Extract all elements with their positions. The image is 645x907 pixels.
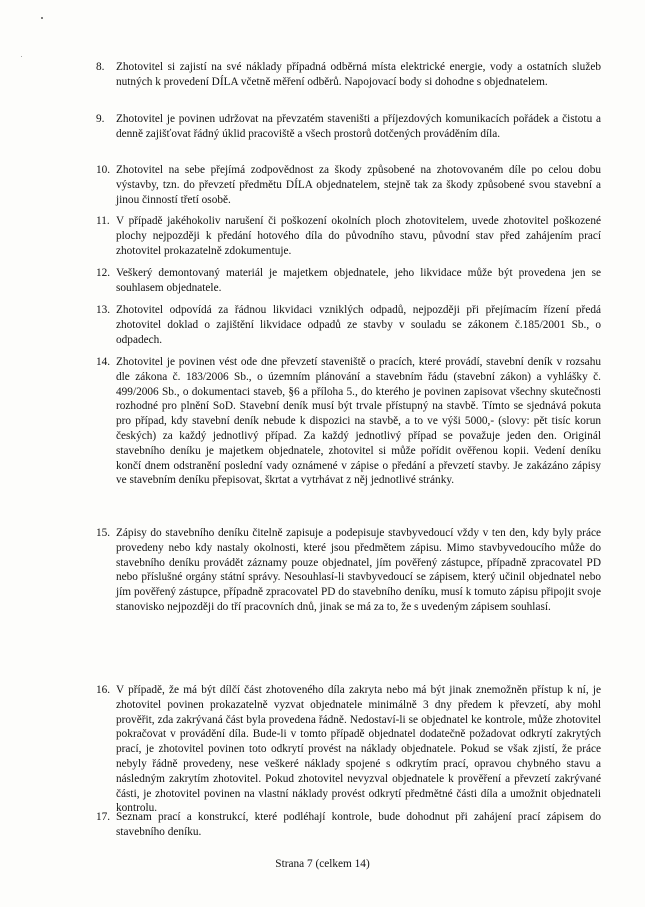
clause-number: 17. <box>96 811 111 823</box>
clause-number: 11. <box>96 215 110 227</box>
clause-number: 9. <box>96 113 105 125</box>
clause-number: 14. <box>96 356 111 368</box>
clause-number: 16. <box>96 684 111 696</box>
clause-number: 15. <box>96 527 111 539</box>
clause-14 <box>96 355 601 488</box>
page-footer <box>0 858 645 870</box>
clause-12 <box>96 266 601 296</box>
clause-number: 13. <box>96 304 111 316</box>
clause-text: V případě jakéhokoliv narušení či poškození okolních ploch zhotovitelem, uvede zhotovitel poškozené plochy nejpozději k předání hotového díla do původního stavu, původní stav před zahájením prací zhotovitel prokazatelně zdokumentuje. <box>116 215 601 257</box>
clause-text: Zhotovitel odpovídá za řádnou likvidaci vzniklých odpadů, nejpozději při přejímacím řízení předá zhotovitel doklad o zajištění likvidace odpadů ze stavby v souladu se zákonem č.185/2001 Sb., o odpadech. <box>116 304 601 346</box>
clause-number: 12. <box>96 267 111 279</box>
clause-10 <box>96 163 601 207</box>
clause-9 <box>96 112 601 142</box>
clause-text: Zápisy do stavebního deníku čitelně zapisuje a podepisuje stavbyvedoucí vždy v ten den, kdy byly práce provedeny nebo kdy nastaly okolnosti, které jsou předmětem zápisu. Mimo stavbyvedoucího může do stavebního deníku provádět záznamy pouze objednatel, jím pověřený zástupce, případně zpracovatel PD nebo příslušné orgány státní správy. Nesouhlasí-li stavbyvedoucí se zápisem, který učinil objednatel nebo jím pověřený zástupce, případně zpracovatel PD do stavebního deníku, musí k tomuto zápisu připojit svoje stanovisko nejpozději do tří pracovních dnů, jinak se má za to, že s uvedeným zápisem souhlasí. <box>116 527 601 613</box>
clause-text: Zhotovitel si zajistí na své náklady případná odběrná místa elektrické energie, vody a ostatních služeb nutných k provedení DÍLA včetně měření odběrů. Napojovací body si dohodne s objednatelem. <box>116 61 601 88</box>
clause-text: Zhotovitel je povinen vést ode dne převzetí staveniště o pracích, které provádí, stavební deník v rozsahu dle zákona č. 183/2006 Sb., o územním plánování a stavebním řádu (stavební zákon) a vyhlášky č. 499/2006 Sb., o dokumentaci staveb, §6 a příloha 5., do kterého je povinen zapisovat všechny skutečnosti rozhodné pro plnění SoD. Stavební deník musí být trvale přístupný na stavbě. Tímto se sjednává pokuta pro případ, kdy stavební deník nebude k dispozici na stavbě, a to ve výši 5000,- (slovy: pět tisíc korun českých) za každý jednotlivý případ. Za každý jednotlivý případ se považuje jeden den. Originál stavebního deníku je majetkem objednatele, zhotovitel si může pořídit ověřenou kopii. Vedení deníku končí dnem odstranění poslední vady oznámené v zápise o předání a převzetí stavby. Je zakázáno zápisy ve stavebním deníku přepisovat, škrtat a vytrhávat z něj jednotlivé stránky. <box>116 356 601 487</box>
clause-text: Zhotovitel na sebe přejímá zodpovědnost za škody způsobené na zhotovovaném díle po celou dobu výstavby, tzn. do převzetí předmětu DÍLA objednatelem, stejně tak za škody způsobené svou stavební a jinou činností třetí osobě. <box>116 164 601 206</box>
clause-number: 8. <box>96 61 105 73</box>
clause-13 <box>96 303 601 347</box>
clause-17 <box>96 810 601 840</box>
page-number: Strana 7 (celkem 14) <box>275 858 370 870</box>
clause-text: Zhotovitel je povinen udržovat na převzatém staveništi a příjezdových komunikacích pořádek a čistotu a denně zajišťovat řádný úklid pracoviště a všech prostorů dotčených prováděním díla. <box>116 113 601 140</box>
clause-8 <box>96 60 601 90</box>
clause-15 <box>96 526 601 615</box>
clause-16 <box>96 683 601 816</box>
clause-text: Seznam prací a konstrukcí, které podléhají kontrole, bude dohodnut při zahájení prací zápisem do stavebního deníku. <box>116 811 601 838</box>
clause-text: V případě, že má být dílčí část zhotoveného díla zakryta nebo má být jinak znemožněn přístup k ní, je zhotovitel povinen prokazatelně vyzvat objednatele minimálně 3 dny předem k převzetí, aby mohl prověřit, zda zakrývaná část byla provedena řádně. Nedostaví-li se objednatel ke kontrole, může zhotovitel pokračovat v provádění díla. Bude-li v tomto případě objednatel dodatečně požadovat odkrytí zakrytých prací, je zhotovitel povinen toto odkrytí provést na náklady objednatele. Pokud se však zjistí, že práce nebyly řádně provedeny, nese veškeré náklady spojené s odkrytím prací, opravou chybného stavu a následným zakrytím zhotovitel. Pokud zhotovitel nevyzval objednatele k prověření a převzetí zakrývané části, je zhotovitel povinen na vlastní náklady provést odkrytí předmětné části díla a umožnit objednateli kontrolu. <box>116 684 601 815</box>
clause-number: 10. <box>96 164 111 176</box>
clause-11 <box>96 214 601 258</box>
clause-text: Veškerý demontovaný materiál je majetkem objednatele, jeho likvidace může být provedena jen se souhlasem objednatele. <box>116 267 601 294</box>
